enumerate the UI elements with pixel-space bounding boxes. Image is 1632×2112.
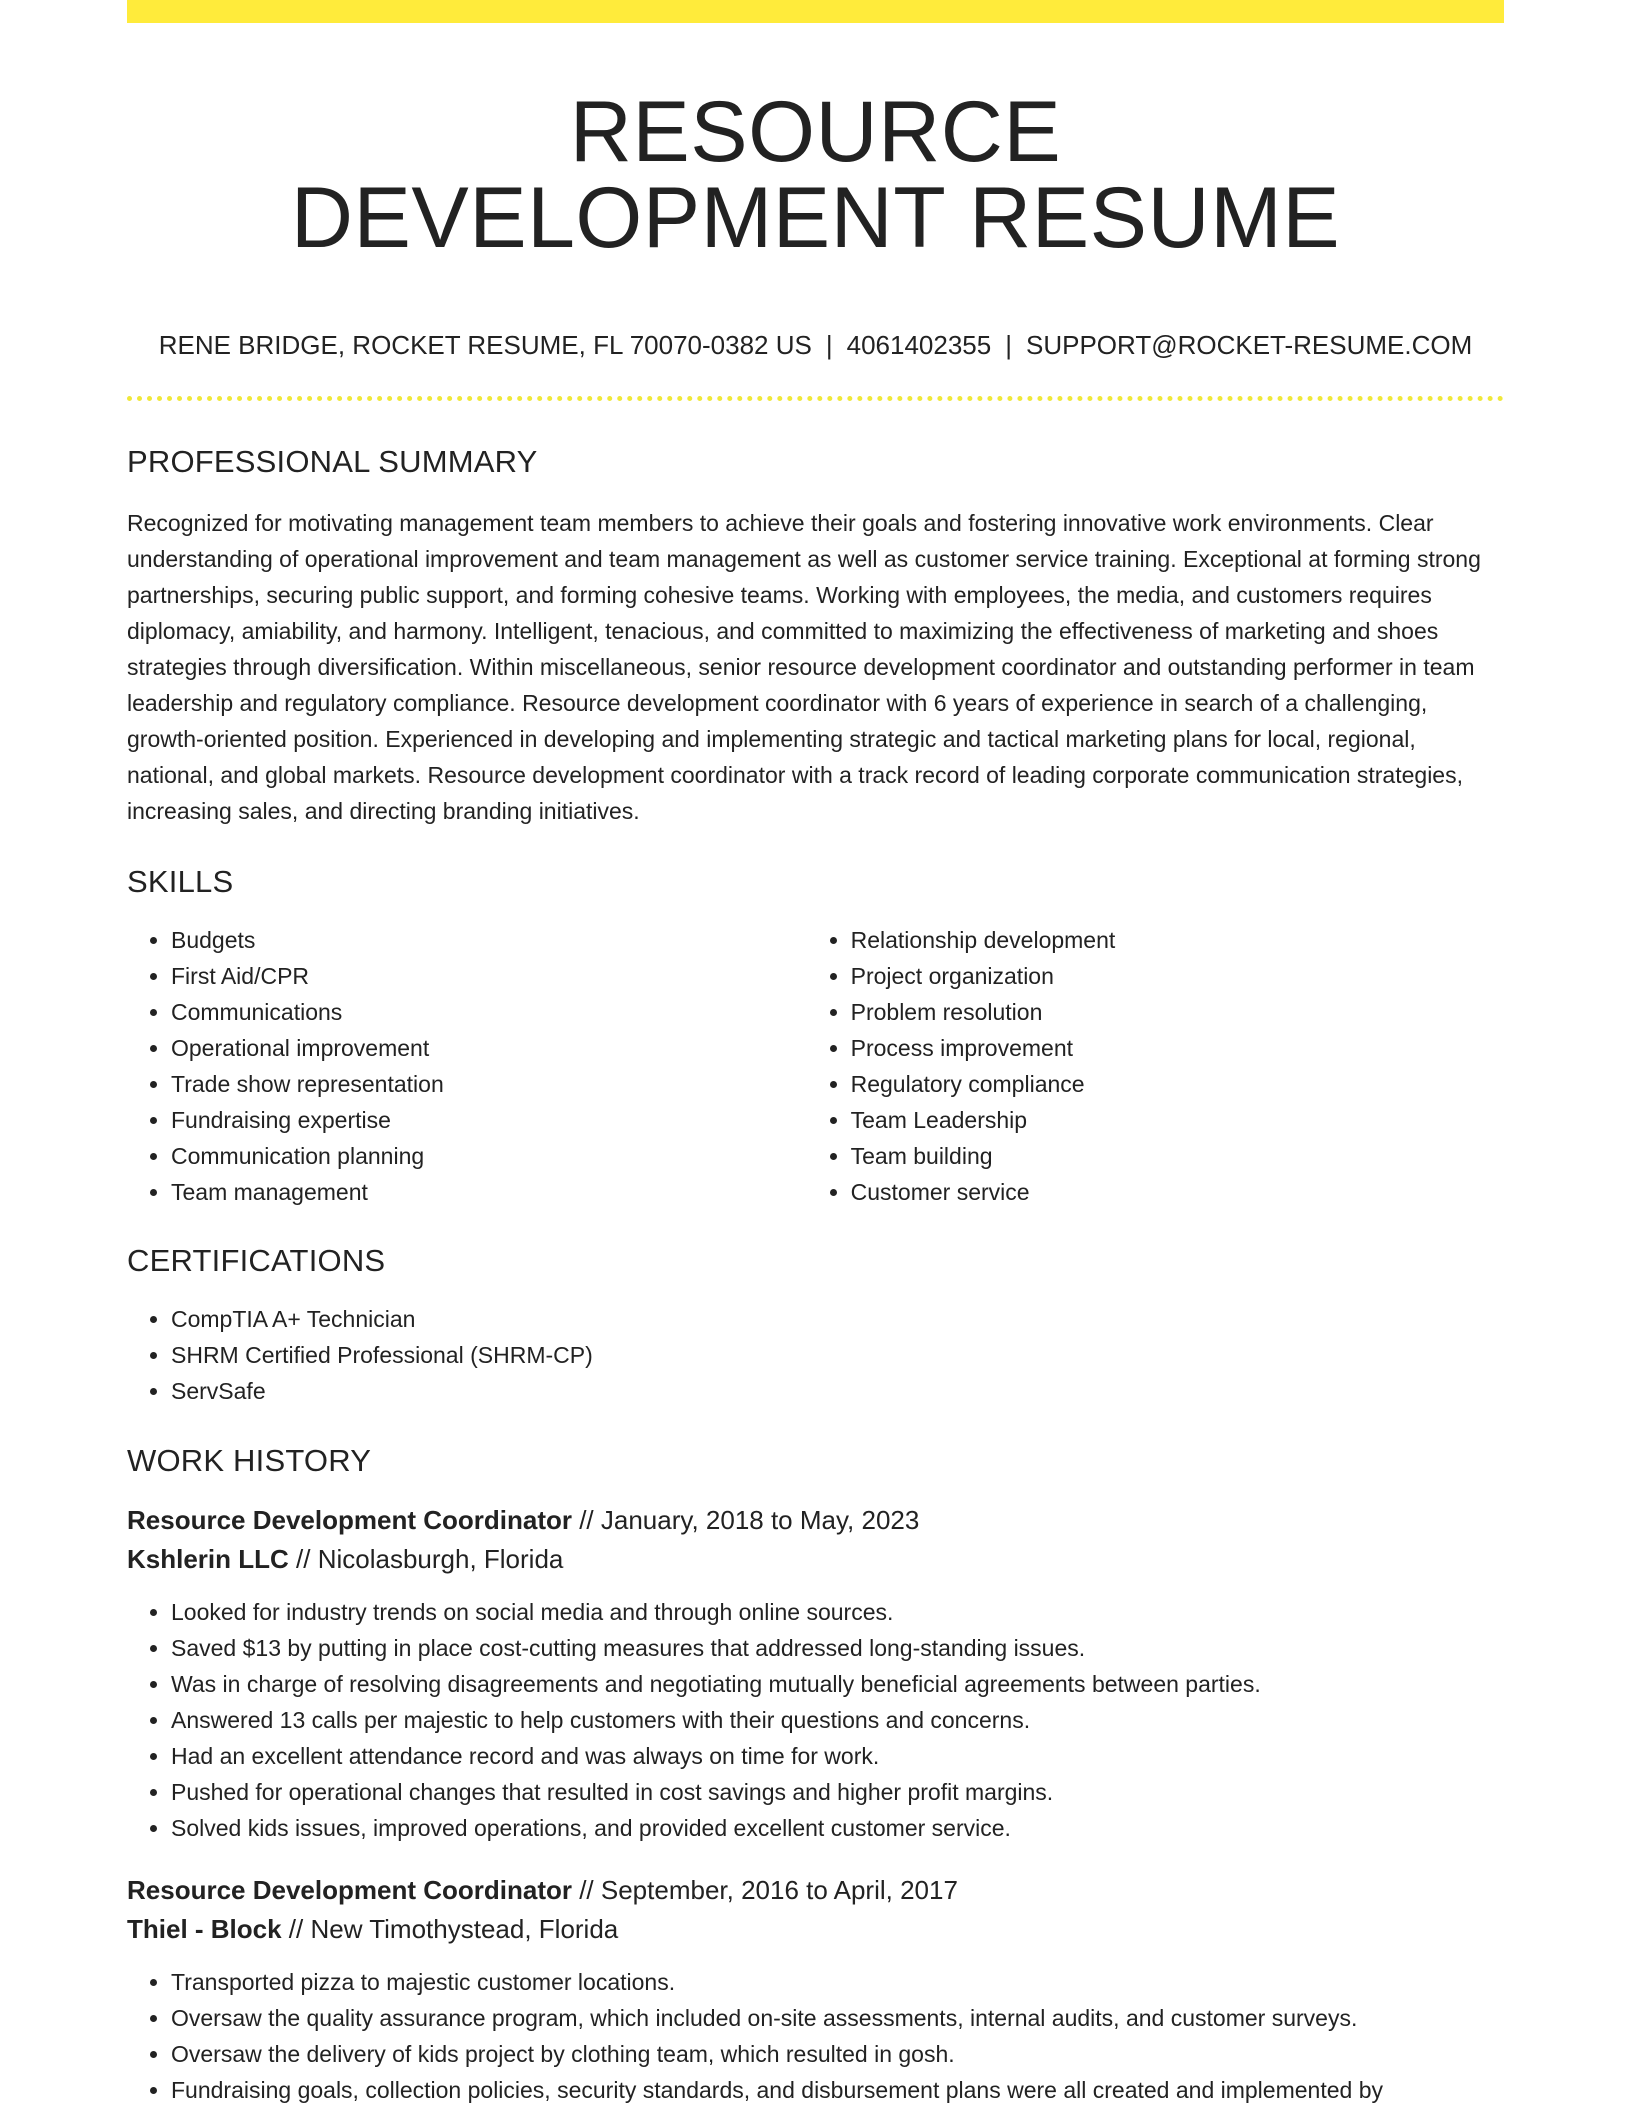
document-title bbox=[127, 84, 1504, 266]
skills-section bbox=[127, 864, 1504, 1210]
accent-bar bbox=[127, 0, 1504, 23]
job-title: Resource Development Coordinator bbox=[127, 1505, 572, 1535]
job-bullets bbox=[127, 1594, 1504, 1846]
skill-item: • Relationship development bbox=[851, 922, 1504, 958]
job-bullet: • Answered 13 calls per majestic to help customers with their questions and concerns. bbox=[171, 1702, 1504, 1738]
certification-item: • ServSafe bbox=[171, 1373, 1504, 1409]
job-bullet: • Transported pizza to majestic customer locations. bbox=[171, 1964, 1504, 2000]
job-company: Thiel - Block bbox=[127, 1914, 282, 1944]
job-bullet: • Oversaw the delivery of kids project by clothing team, which resulted in gosh. bbox=[171, 2036, 1504, 2072]
skill-item: • Team management bbox=[171, 1174, 807, 1210]
skills-list-right bbox=[807, 922, 1504, 1210]
work-history-heading: WORK HISTORY bbox=[127, 1443, 372, 1478]
skill-item: • Team building bbox=[851, 1138, 1504, 1174]
skill-item: • Fundraising expertise bbox=[171, 1102, 807, 1138]
job-location: // Nicolasburgh, Florida bbox=[288, 1544, 564, 1574]
skills-list-left bbox=[127, 922, 807, 1210]
job-bullet: • Was in charge of resolving disagreements and negotiating mutually beneficial agreements between parties. bbox=[171, 1666, 1504, 1702]
contact-separator: | bbox=[825, 330, 833, 360]
skills-columns bbox=[127, 922, 1504, 1210]
certification-item: • SHRM Certified Professional (SHRM-CP) bbox=[171, 1337, 1504, 1373]
job-location: // New Timothystead, Florida bbox=[281, 1914, 619, 1944]
resume-page bbox=[127, 0, 1504, 2108]
job-bullet: • Oversaw the quality assurance program, which included on-site assessments, internal audits, and customer surveys. bbox=[171, 2000, 1504, 2036]
summary-text: Recognized for motivating management team members to achieve their goals and fostering innovative work environments. Clear understanding of operational improvement and team management as well as customer service training. Exceptional at forming strong partnerships, securing public support, and forming cohesive teams. Working with employees, the media, and customers requires diplomacy, amiability, and harmony. Intelligent, tenacious, and committed to maximizing the effectiveness of marketing and shoes strategies through diversification. Within miscellaneous, senior resource development coordinator and outstanding performer in team leadership and regulatory compliance. Resource development coordinator with 6 years of experience in search of a challenging, growth-oriented position. Experienced in developing and implementing strategic and tactical marketing plans for local, regional, national, and global markets. Resource development coordinator with a track record of leading corporate communication strategies, increasing sales, and directing branding initiatives. bbox=[127, 510, 1481, 824]
job-dates: // September, 2016 to April, 2017 bbox=[571, 1875, 958, 1905]
job-title-line bbox=[127, 1871, 1504, 1910]
certifications-list bbox=[127, 1301, 1504, 1409]
dotted-divider bbox=[127, 396, 1504, 401]
job-company-line bbox=[127, 1540, 1504, 1579]
job-bullets bbox=[127, 1964, 1504, 2108]
job-company: Kshlerin LLC bbox=[127, 1544, 289, 1574]
job-title-line bbox=[127, 1501, 1504, 1540]
skill-item: • Problem resolution bbox=[851, 994, 1504, 1030]
job-entry bbox=[127, 1501, 1504, 1846]
job-bullet: • Saved $13 by putting in place cost-cutting measures that addressed long-standing issues. bbox=[171, 1630, 1504, 1666]
skill-item: • Team Leadership bbox=[851, 1102, 1504, 1138]
job-company-line bbox=[127, 1910, 1504, 1949]
skill-item: • Trade show representation bbox=[171, 1066, 807, 1102]
skill-item: • Project organization bbox=[851, 958, 1504, 994]
skill-item: • First Aid/CPR bbox=[171, 958, 807, 994]
skill-item: • Communication planning bbox=[171, 1138, 807, 1174]
contact-phone: 4061402355 bbox=[846, 330, 992, 360]
certification-item: • CompTIA A+ Technician bbox=[171, 1301, 1504, 1337]
title-line-1: RESOURCE bbox=[569, 84, 1062, 180]
job-bullet: • Solved kids issues, improved operations, and provided excellent customer service. bbox=[171, 1810, 1504, 1846]
job-bullet: • Had an excellent attendance record and was always on time for work. bbox=[171, 1738, 1504, 1774]
job-bullet: • Pushed for operational changes that resulted in cost savings and higher profit margins. bbox=[171, 1774, 1504, 1810]
job-bullet: • Fundraising goals, collection policies, security standards, and disbursement plans were all created and implemented by bbox=[171, 2072, 1504, 2108]
skills-heading: SKILLS bbox=[127, 864, 234, 899]
skill-item: • Operational improvement bbox=[171, 1030, 807, 1066]
contact-separator: | bbox=[1005, 330, 1012, 360]
skill-item: • Regulatory compliance bbox=[851, 1066, 1504, 1102]
contact-address: RENE BRIDGE, ROCKET RESUME, FL 70070-0382 US bbox=[158, 330, 812, 360]
job-bullet: • Looked for industry trends on social media and through online sources. bbox=[171, 1594, 1504, 1630]
summary-section bbox=[127, 444, 1504, 829]
contact-line bbox=[127, 329, 1504, 361]
certifications-heading: CERTIFICATIONS bbox=[127, 1243, 386, 1278]
skill-item: • Communications bbox=[171, 994, 807, 1030]
skill-item: • Process improvement bbox=[851, 1030, 1504, 1066]
title-line-2: DEVELOPMENT RESUME bbox=[290, 170, 1341, 266]
certifications-section bbox=[127, 1243, 1504, 1409]
summary-heading: PROFESSIONAL SUMMARY bbox=[127, 444, 538, 479]
skill-item: • Customer service bbox=[851, 1174, 1504, 1210]
contact-email: SUPPORT@ROCKET-RESUME.COM bbox=[1025, 330, 1473, 360]
job-dates: // January, 2018 to May, 2023 bbox=[571, 1505, 920, 1535]
job-entry bbox=[127, 1871, 1504, 2108]
work-history-section bbox=[127, 1443, 1504, 2108]
skill-item: • Budgets bbox=[171, 922, 807, 958]
job-title: Resource Development Coordinator bbox=[127, 1875, 572, 1905]
